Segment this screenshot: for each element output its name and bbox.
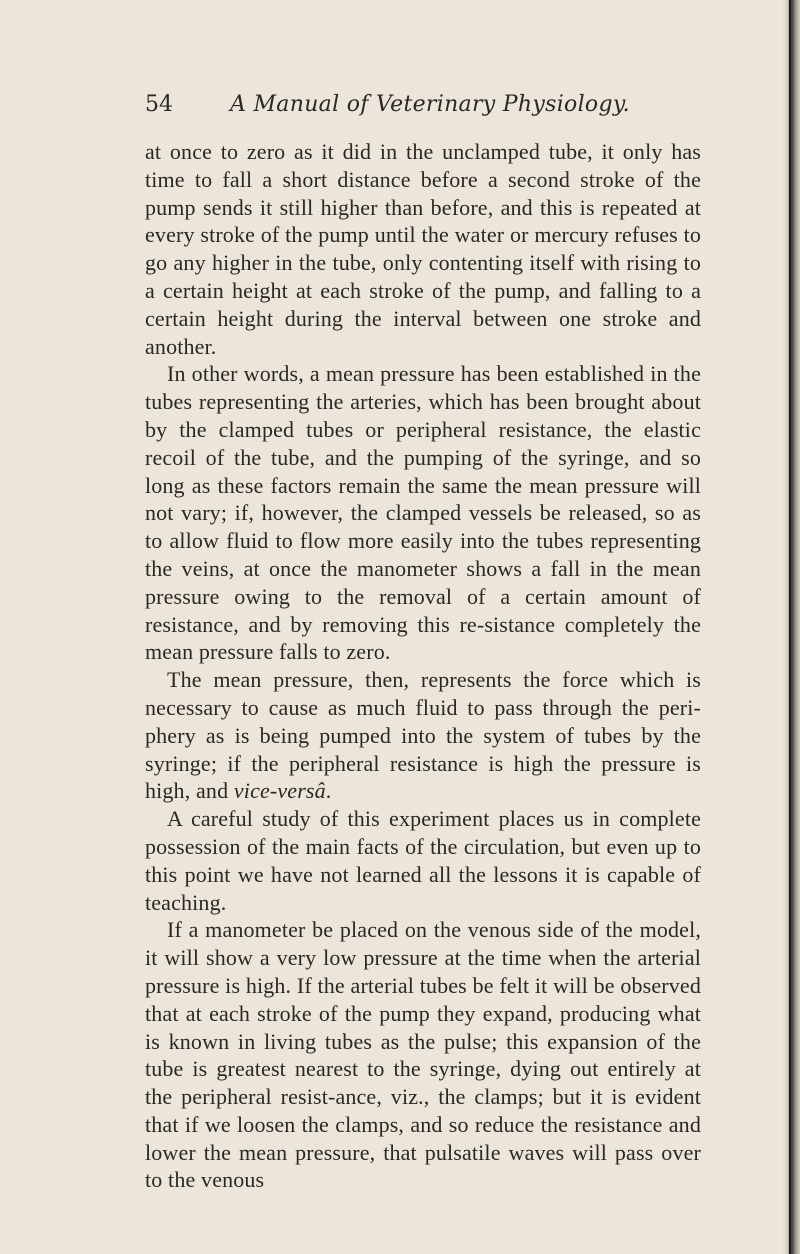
- page-edge-line: [789, 0, 791, 1254]
- paragraph-2: In other words, a mean pressure has been established in the tubes representing the arteries, which has been brought about by the clamped tubes or peripheral resistance, the elastic recoil of the tube, and the pumping of the syringe, and so long as these factors remain the same the mean pressure will not vary; if, however, the clamped vessels be released, so as to allow fluid to flow more easily into the tubes representing the veins, at once the manometer shows a fall in the mean pressure owing to the removal of a certain amount of resistance, and by removing this re-sistance completely the mean pressure falls to zero.: [145, 361, 701, 665]
- paragraph-4: A careful study of this experiment places us in complete possession of the main facts of the circulation, but even up to this point we have not learned all the lessons it is capable of teaching.: [145, 806, 701, 915]
- page-number: 54: [145, 92, 173, 117]
- paragraph-3-end: .: [325, 778, 332, 804]
- paragraph-1: at once to zero as it did in the unclamped tube, it only has time to fall a short distance before a second stroke of the pump sends it still higher than before, and this is repeated at every stroke of the pump until the water or mercury refuses to go any higher in the tube, only contenting itself with rising to a certain height at each stroke of the pump, and falling to a certain height during the interval between one stroke and another.: [145, 139, 701, 359]
- paragraph-5: If a manometer be placed on the venous side of the model, it will show a very low pressure at the time when the arterial pressure is high. If the arterial tubes be felt it will be observed that at each stroke of the pump they expand, producing what is known in living tubes as the pulse; this expansion of the tube is greatest nearest to the syringe, dying out entirely at the peripheral resist-ance, viz., the clamps; but it is evident that if we loosen the clamps, and so reduce the resistance and lower the mean pressure, that pulsatile waves will pass over to the venous: [145, 917, 701, 1193]
- running-title: A Manual of Veterinary Physiology.: [230, 92, 630, 117]
- paragraph-3-text: The mean pressure, then, represents the force which is necessary to cause as much fluid to pass through the peri-phery as is being pumped into the system of tubes by the syringe; if the peripheral resistance is high the pressure is high, and: [145, 667, 701, 804]
- body-text: [145, 138, 701, 1194]
- page-header: [145, 92, 705, 122]
- paragraph-3-italic: vice-versâ: [233, 778, 326, 804]
- paragraph-3: [145, 666, 701, 805]
- page-edge: [782, 0, 800, 1254]
